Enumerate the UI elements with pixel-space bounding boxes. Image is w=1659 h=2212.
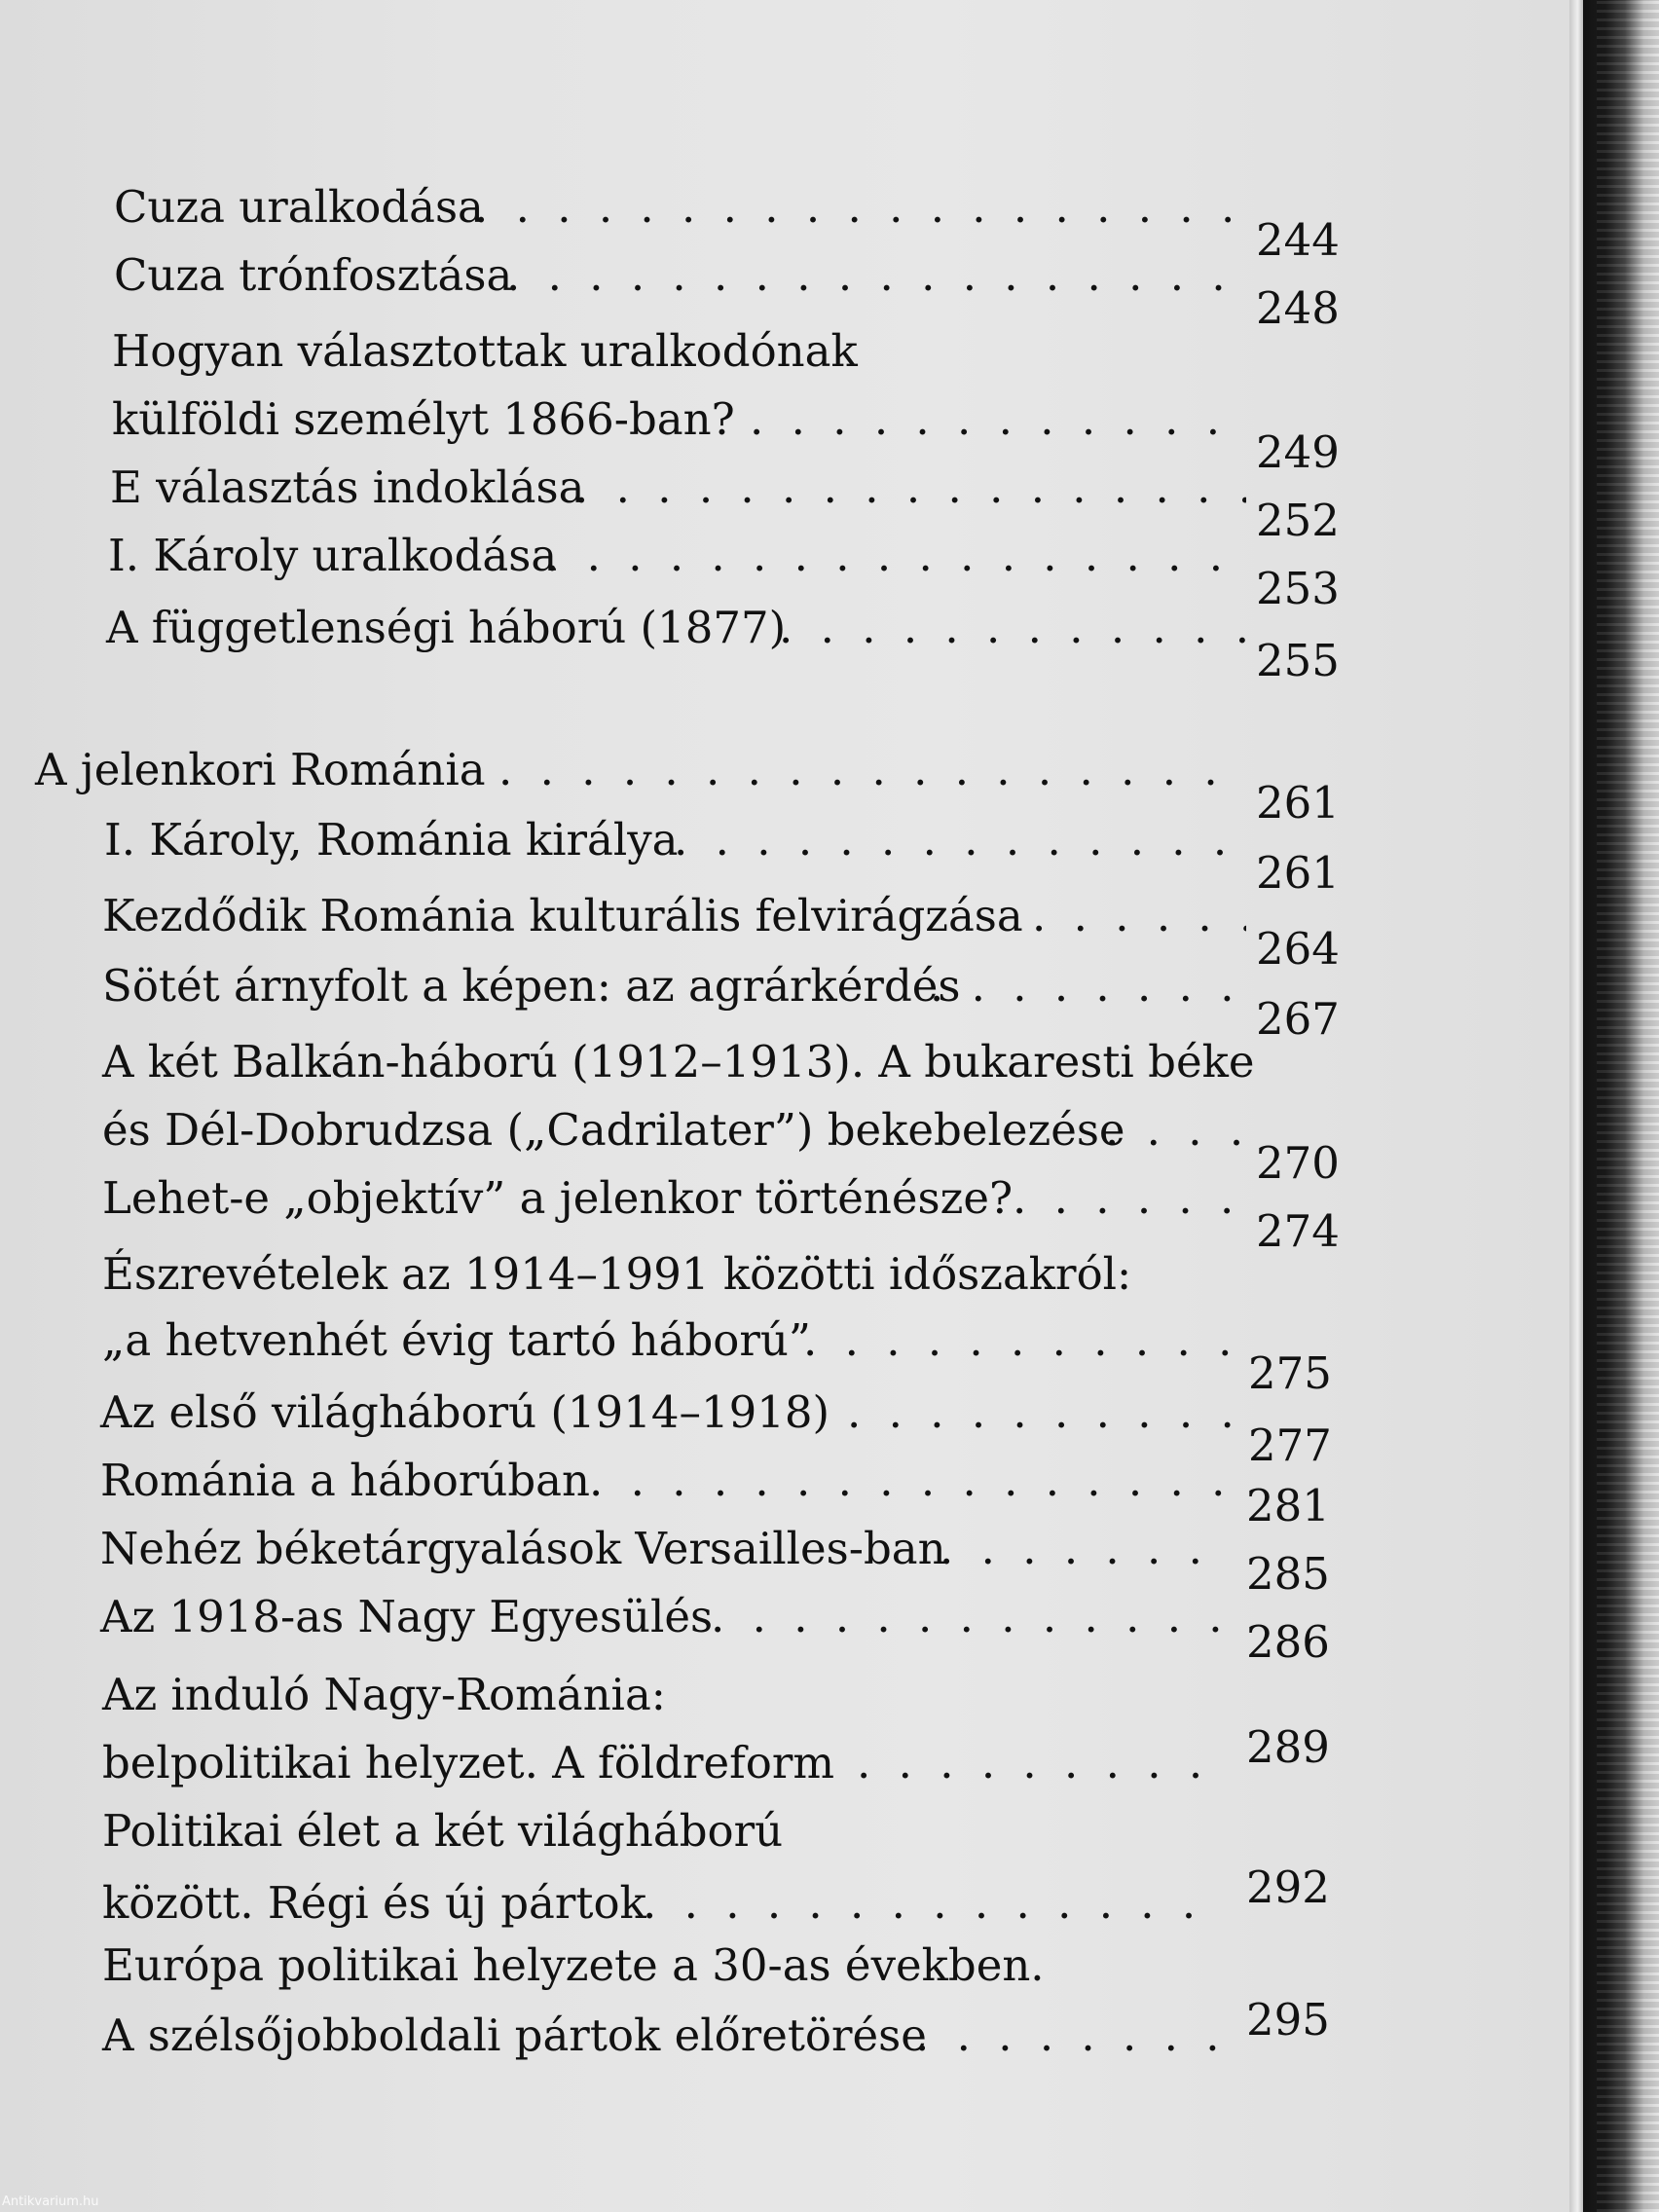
toc-leader-dots <box>1032 882 1246 950</box>
toc-entry-page: 253 <box>1256 563 1340 614</box>
toc-entry <box>0 1164 1363 1257</box>
toc-entry-page: 248 <box>1256 282 1340 334</box>
toc-entry-title: Lehet-e „objektív” a jelenkor történésze? <box>102 1172 1014 1224</box>
toc-entry-title: Európa politikai helyzete a 30-as években. <box>102 1939 1045 1991</box>
toc-entry-title: és Dél-Dobrudzsa („Cadrilater”) bekebelezése <box>102 1104 1125 1156</box>
toc-entry-page: 275 <box>1248 1347 1332 1399</box>
toc-entry <box>0 1932 1363 2000</box>
page-edge <box>1569 0 1583 2212</box>
toc-entry-title: Észrevételek az 1914–1991 közötti időszakról: <box>102 1248 1132 1300</box>
toc-entry-page: 292 <box>1246 1862 1330 1913</box>
toc-entry-title: Cuza trónfosztása <box>114 249 513 301</box>
toc-entry <box>0 1583 1363 1668</box>
toc-entry <box>0 806 1363 899</box>
toc-entry-title: E választás indoklása <box>110 461 585 513</box>
toc-entry-page: 261 <box>1256 777 1340 829</box>
toc-entry-title: A két Balkán-háború (1912–1913). A bukaresti béke <box>102 1036 1255 1088</box>
toc-entry-page: 281 <box>1246 1480 1330 1531</box>
toc-entry-title: Az 1918-as Nagy Egyesülés <box>100 1591 714 1642</box>
toc-leader-dots <box>674 806 1246 874</box>
toc-entry-page: 274 <box>1256 1205 1340 1257</box>
toc-entry <box>0 1240 1363 1309</box>
toc-leader-dots <box>750 386 1246 454</box>
toc-entry-title: I. Károly, Románia királya <box>104 814 679 866</box>
toc-entry <box>0 1447 1363 1531</box>
toc-entry-page: 270 <box>1256 1137 1340 1189</box>
toc-leader-dots <box>589 1447 1232 1515</box>
toc-entry <box>0 1515 1363 1600</box>
toc-entry-page: 277 <box>1248 1419 1332 1471</box>
toc-entry <box>0 317 1363 386</box>
toc-leader-dots <box>1013 1164 1246 1233</box>
toc-entry <box>0 1994 1363 2070</box>
toc-leader-dots <box>779 594 1246 662</box>
toc-entry <box>0 386 1363 478</box>
toc-entry <box>0 1096 1363 1189</box>
toc-entry <box>0 1661 1363 1729</box>
toc-entry <box>0 1797 1363 1865</box>
toc-entry-title: Sötét árnyfolt a képen: az agrárkérdés <box>102 960 961 1012</box>
toc-leader-dots <box>857 1729 1232 1797</box>
toc-entry-page: 255 <box>1256 635 1340 686</box>
toc-leader-dots <box>711 1583 1232 1651</box>
toc-entry <box>0 454 1363 546</box>
toc-entry-title: Kezdődik Románia kulturális felvirágzása <box>102 890 1023 941</box>
toc-entry-title: A függetlenségi háború (1877) <box>106 602 787 653</box>
toc-entry-page: 285 <box>1246 1548 1330 1600</box>
toc-entry-page: 295 <box>1246 1994 1330 2046</box>
toc-entry-title: Hogyan választottak uralkodónak <box>112 325 858 377</box>
toc-entry-title: A szélsőjobboldali pártok előretörése <box>102 2009 927 2061</box>
toc-leader-dots <box>803 1307 1236 1375</box>
toc-entry <box>0 241 1363 334</box>
toc-entry-title: Az első világháború (1914–1918) <box>100 1386 830 1438</box>
toc-entry <box>0 522 1363 614</box>
toc-entry-page: 286 <box>1246 1616 1330 1668</box>
binding-texture <box>1597 0 1659 2212</box>
toc-entry-title: Románia a háborúban <box>100 1455 590 1506</box>
toc-entry <box>0 882 1363 975</box>
toc-entry-title: I. Károly uralkodása <box>108 530 558 581</box>
toc-entry-title: Politikai élet a két világháború <box>102 1805 784 1857</box>
toc-entry-title: Nehéz béketárgyalások Versailles-ban <box>100 1523 946 1574</box>
toc-leader-dots <box>474 173 1246 241</box>
toc-leader-dots <box>643 1869 1227 1937</box>
toc-entry <box>0 1028 1363 1096</box>
toc-entry-title: között. Régi és új pártok <box>102 1877 646 1929</box>
toc-entry <box>0 1379 1363 1471</box>
toc-entry-page: 289 <box>1246 1721 1330 1773</box>
toc-entry <box>0 1862 1363 1937</box>
toc-section-heading <box>0 736 1363 829</box>
toc-leader-dots <box>1105 1096 1246 1164</box>
toc-leader-dots <box>506 241 1246 310</box>
toc-leader-dots <box>915 2002 1227 2070</box>
toc-entry <box>0 594 1363 686</box>
toc-leader-dots <box>847 1379 1236 1447</box>
toc-entry <box>0 173 1363 266</box>
toc-leader-dots <box>940 1515 1232 1583</box>
toc-entry-title: Cuza uralkodása <box>114 181 484 233</box>
toc-entry-page: 252 <box>1256 495 1340 546</box>
toc-entry-title: Az induló Nagy-Románia: <box>102 1669 666 1720</box>
toc-leader-dots <box>545 522 1246 590</box>
toc-entry-page: 244 <box>1256 214 1340 266</box>
toc-entry-title: belpolitikai helyzet. A földreform <box>102 1737 835 1788</box>
toc-entry <box>0 952 1363 1045</box>
toc-section-title: A jelenkori Románia <box>35 744 486 795</box>
toc-leader-dots <box>574 454 1246 522</box>
toc-entry-page: 264 <box>1256 923 1340 975</box>
toc-leader-dots <box>930 952 1246 1020</box>
toc-entry-title: külföldi személyt 1866-ban? <box>112 393 735 445</box>
toc-entry <box>0 1307 1363 1399</box>
toc-entry-page: 249 <box>1256 426 1340 478</box>
watermark: Antikvarium.hu <box>2 2194 99 2209</box>
toc-entry-page: 261 <box>1256 847 1340 899</box>
toc-leader-dots <box>498 736 1246 804</box>
toc-entry-title: „a hetvenhét évig tartó háború” <box>102 1314 811 1366</box>
toc-entry <box>0 1721 1363 1797</box>
toc-entry-page: 267 <box>1256 993 1340 1045</box>
